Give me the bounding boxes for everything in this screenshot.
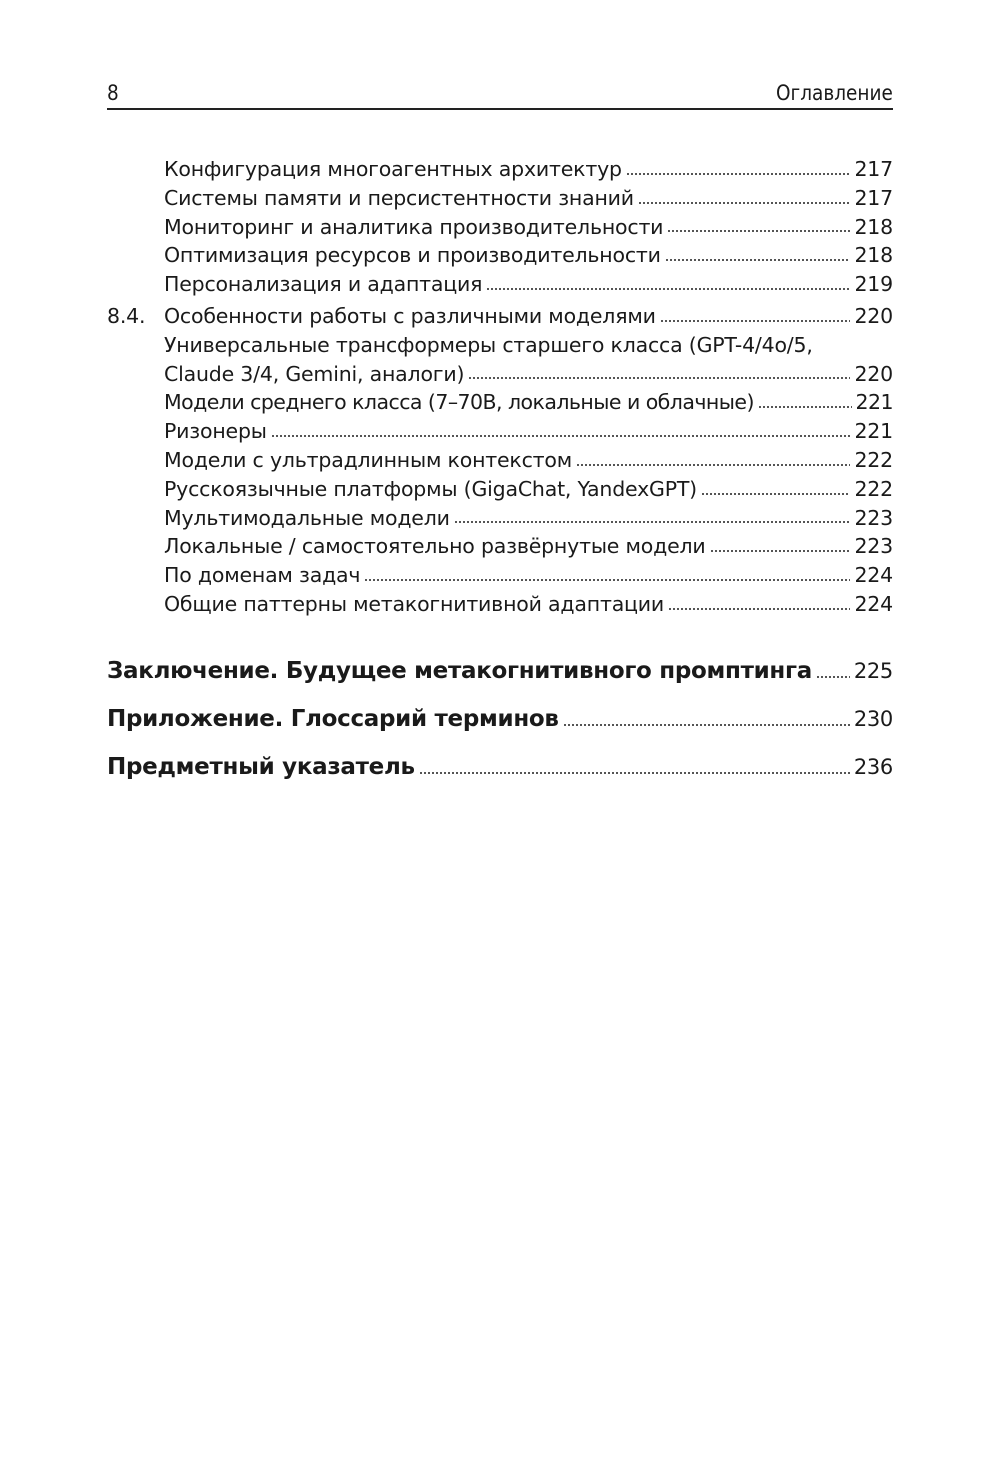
toc-entry-title: Модели среднего класса (7–70B, локальные и облачные) (164, 390, 754, 415)
toc-entry-title: По доменам задач (164, 563, 361, 588)
toc-major-entry (107, 703, 893, 735)
toc-entry (107, 417, 893, 446)
toc-entry (107, 213, 893, 242)
dot-leader (626, 171, 851, 177)
toc-section-number: 8.4. (107, 303, 146, 328)
toc-entry-page: 222 (854, 476, 893, 501)
dot-leader (419, 770, 850, 776)
dot-leader (454, 519, 851, 525)
toc-entry (107, 446, 893, 475)
toc-entry-title: Ризонеры (164, 419, 267, 444)
toc-entry-page: 217 (854, 157, 893, 181)
running-title: Оглавление (776, 81, 893, 105)
toc-entry-page: 222 (854, 447, 893, 472)
toc-entry-page: 218 (854, 243, 893, 268)
dot-leader (660, 318, 851, 324)
toc-entry (107, 241, 893, 270)
toc-entry-page: 219 (854, 272, 893, 297)
toc-entry-title: Конфигурация многоагентных архитектур (164, 157, 622, 181)
toc-entry (107, 561, 893, 590)
toc-major-page: 230 (853, 706, 893, 731)
toc-entry-title: Общие паттерны метакогнитивной адаптации (164, 591, 665, 616)
dot-leader (816, 674, 850, 680)
toc-entry (107, 155, 893, 184)
dot-leader (758, 404, 852, 410)
toc-section-entry (107, 302, 893, 331)
dot-leader (710, 548, 851, 554)
toc-entry-page: 220 (854, 361, 893, 386)
dot-leader (638, 200, 851, 206)
toc-entry-page: 217 (854, 185, 893, 210)
toc-major-entry (107, 751, 893, 783)
toc-entry-title-line1: Универсальные трансформеры старшего класса (GPT-4/4o/5, (164, 332, 813, 357)
toc-entry (107, 184, 893, 213)
dot-leader (468, 375, 850, 381)
toc-entry-page: 224 (854, 563, 893, 588)
dot-leader (563, 722, 850, 728)
toc-entry-page: 223 (854, 534, 893, 559)
toc-entry-title: Системы памяти и персистентности знаний (164, 185, 634, 210)
dot-leader (665, 257, 851, 263)
toc-entry-first-line (107, 331, 893, 360)
toc-entry (107, 504, 893, 533)
toc-entry (107, 475, 893, 504)
dot-leader (668, 606, 850, 612)
toc-major-entry (107, 655, 893, 687)
toc-major-title: Заключение. Будущее метакогнитивного промптинга (107, 657, 812, 684)
toc-entry-title: Особенности работы с различными моделями (164, 303, 656, 328)
toc-entry (107, 360, 893, 389)
toc-entry (107, 270, 893, 299)
toc-major-title: Приложение. Глоссарий терминов (107, 705, 559, 732)
toc-entry-page: 224 (854, 591, 893, 616)
toc-major-page: 236 (853, 754, 893, 779)
toc-entry (107, 532, 893, 561)
toc-entry-page: 221 (854, 419, 893, 444)
toc-major-page: 225 (853, 658, 893, 683)
toc-entry-title: Мультимодальные модели (164, 505, 450, 530)
dot-leader (667, 228, 850, 234)
toc-entry-page: 218 (854, 214, 893, 239)
toc-entry-title: Мониторинг и аналитика производительности (164, 214, 664, 239)
dot-leader (271, 433, 851, 439)
running-header (107, 78, 893, 110)
toc-entry (107, 590, 893, 619)
dot-leader (486, 286, 850, 292)
toc-entry-title: Локальные / самостоятельно развёрнутые модели (164, 534, 706, 559)
table-of-contents (107, 155, 893, 783)
toc-entry-page: 221 (855, 390, 893, 415)
toc-entry-title: Модели с ультрадлинным контекстом (164, 447, 573, 472)
dot-leader (576, 462, 850, 468)
toc-entry (107, 388, 893, 417)
toc-major-title: Предметный указатель (107, 753, 415, 780)
toc-entry-title: Русскоязычные платформы (GigaChat, YandexGPT) (164, 476, 697, 501)
toc-entry-page: 223 (854, 505, 893, 530)
dot-leader (701, 491, 850, 497)
toc-entry-title: Оптимизация ресурсов и производительности (164, 243, 661, 268)
toc-entry-title-line2: Claude 3/4, Gemini, аналоги) (164, 361, 465, 386)
page-number: 8 (107, 81, 119, 105)
toc-entry-title: Персонализация и адаптация (164, 272, 483, 297)
dot-leader (364, 577, 850, 583)
toc-entry-page: 220 (854, 303, 893, 328)
